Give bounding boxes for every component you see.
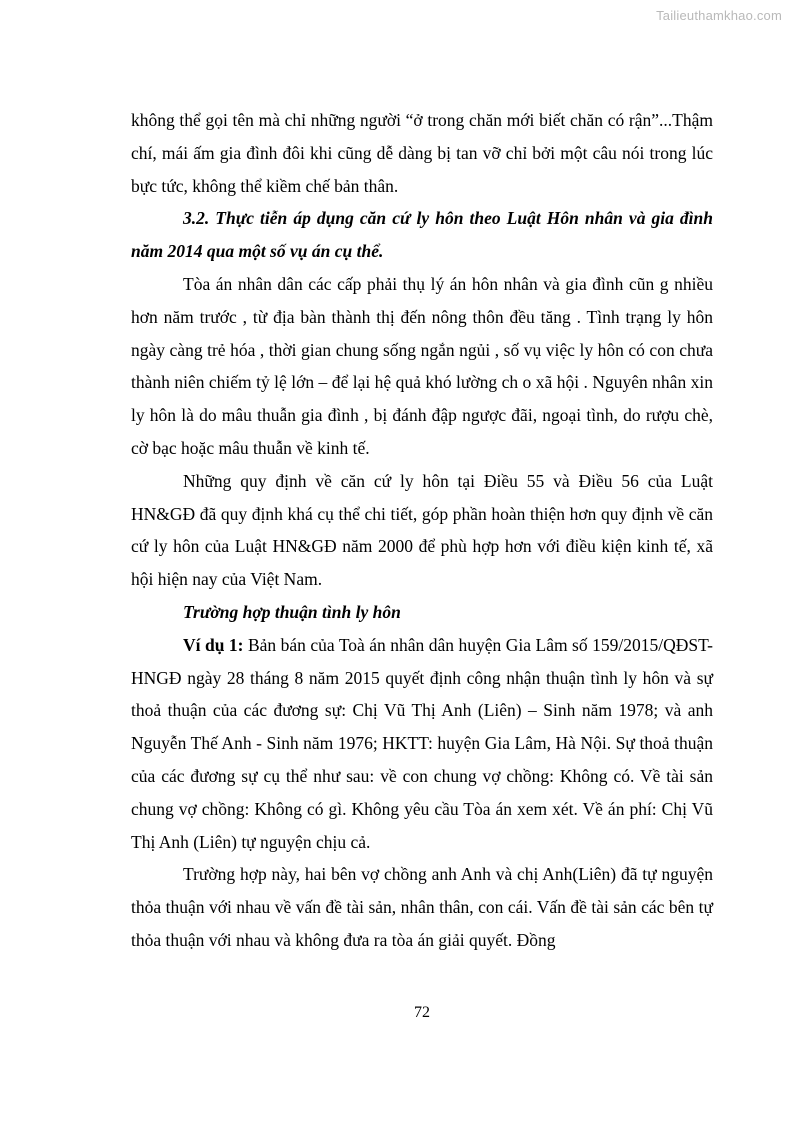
paragraph-intro: không thể gọi tên mà chỉ những người “ở trong chăn mới biết chăn có rận”...Thậm chí, mái ấm gia đình đôi khi cũng dễ dàng bị tan vỡ chỉ bởi một câu nói trong lúc bực tức, không thể kiềm chế bản thân.	[131, 110, 713, 196]
watermark: Tailieuthamkhao.com	[656, 8, 782, 23]
paragraph-example-1	[131, 629, 713, 859]
example-1-text: Bản bán của Toà án nhân dân huyện Gia Lâm số 159/2015/QĐST-HNGĐ ngày 28 tháng 8 năm 2015 quyết định công nhận thuận tình ly hôn và sự thoả thuận của các đương sự: Chị Vũ Thị Anh (Liên) – Sinh năm 1978; và anh Nguyễn Thế Anh - Sinh năm 1976; HKTT: huyện Gia Lâm, Hà Nội. Sự thoả thuận của các đương sự cụ thể như sau: về con chung vợ chồng: Không có. Về tài sản chung vợ chồng: Không có gì. Không yêu cầu Tòa án xem xét. Về án phí: Chị Vũ Thị Anh (Liên) tự nguyện chịu cả.	[131, 634, 713, 852]
page-number: 72	[414, 1004, 430, 1021]
paragraph-conclusion: Trường hợp này, hai bên vợ chồng anh Anh và chị Anh(Liên) đã tự nguyện thỏa thuận với nhau về vấn đề tài sản, nhân thân, con cái. Vấn đề tài sản các bên tự thỏa thuận với nhau và không đưa ra tòa án giải quyết. Đồng	[131, 864, 713, 950]
document-body	[131, 104, 713, 957]
paragraph-courts: Tòa án nhân dân các cấp phải thụ lý án hôn nhân và gia đình cũn g nhiều hơn năm trước , từ địa bàn thành thị đến nông thôn đều tăng . Tình trạng ly hôn ngày càng trẻ hóa , thời gian chung sống ngắn ngủi , số vụ việc ly hôn có con chưa thành niên chiếm tỷ lệ lớn – để lại hệ quả khó lường ch o xã hội . Nguyên nhân xin ly hôn là do mâu thuẫn gia đình , bị đánh đập ngược đãi, ngoại tình, do rượu chè, cờ bạc hoặc mâu thuẫn về kinh tế.	[131, 273, 713, 458]
example-1-label: Ví dụ 1:	[183, 634, 244, 655]
paragraph-regulations: Những quy định về căn cứ ly hôn tại Điều 55 và Điều 56 của Luật HN&GĐ đã quy định khá cụ thể chi tiết, góp phần hoàn thiện hơn quy định về căn cứ ly hôn của Luật HN&GĐ năm 2000 để phù hợp hơn với điều kiện kinh tế, xã hội hiện nay của Việt Nam.	[131, 470, 713, 590]
subheading-consensual-divorce: Trường hợp thuận tình ly hôn	[183, 601, 401, 622]
section-heading-3-2: 3.2. Thực tiễn áp dụng căn cứ ly hôn theo Luật Hôn nhân và gia đình năm 2014 qua một số vụ án cụ thể.	[131, 208, 713, 262]
